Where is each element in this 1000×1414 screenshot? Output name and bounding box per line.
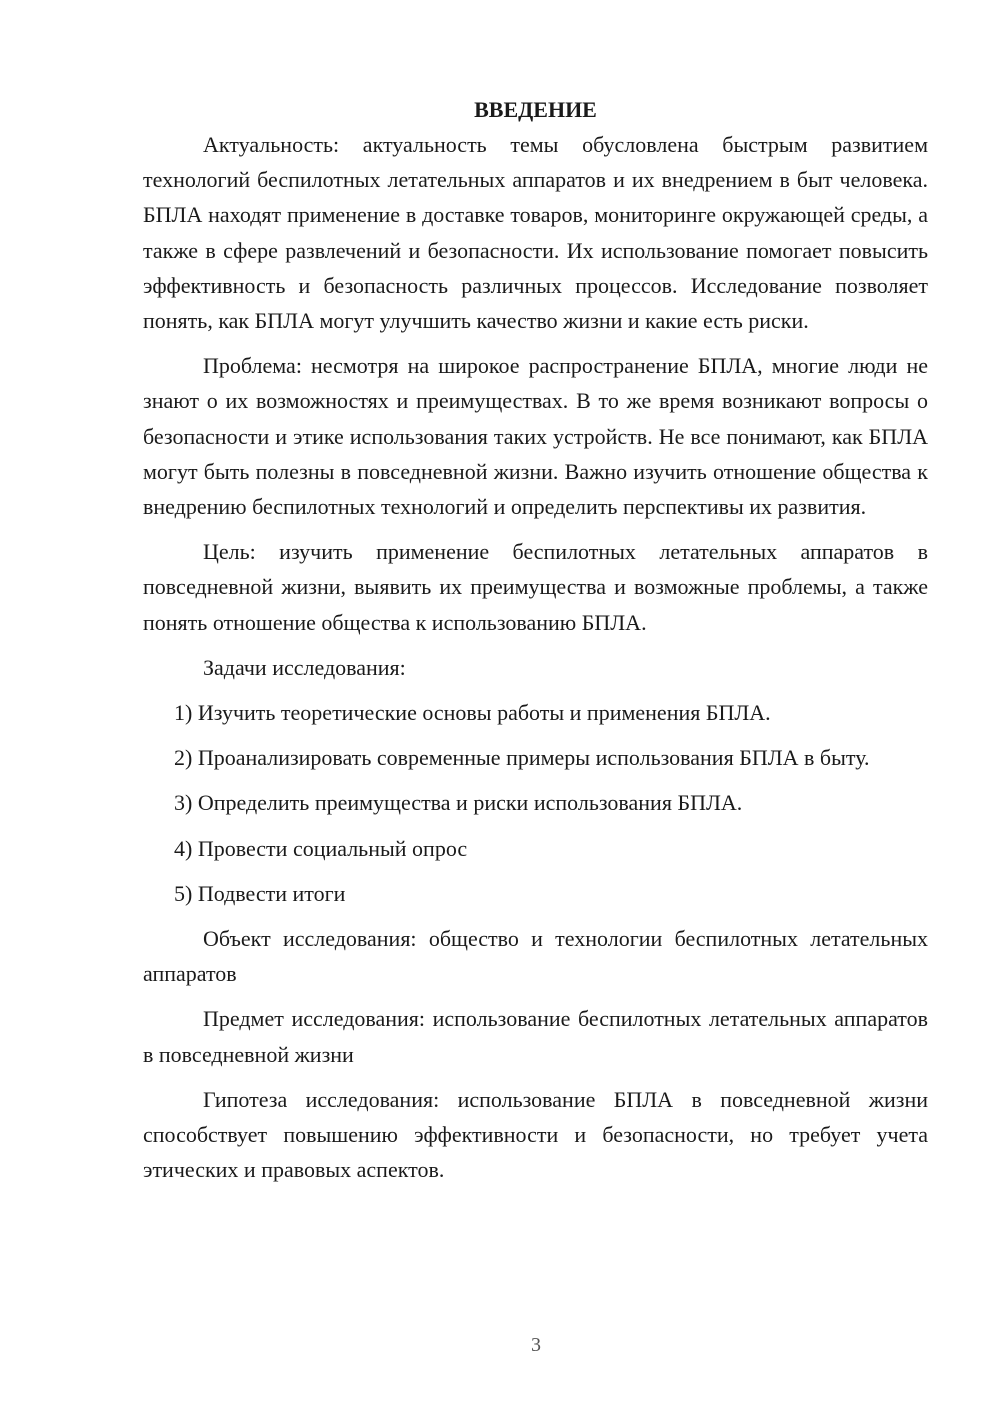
paragraph-subject: Предмет исследования: использование беспилотных летательных аппаратов в повседневной жизни	[143, 1006, 928, 1067]
paragraph-relevance: Актуальность: актуальность темы обусловлена быстрым развитием технологий беспилотных летательных аппаратов и их внедрением в быт человека. БПЛА находят применение в доставке товаров, мониторинге окружающей среды, а также в сфере развлечений и безопасности. Их использование помогает повысить эффективность и безопасность различных процессов. Исследование позволяет понять, как БПЛА могут улучшить качество жизни и какие есть риски.	[143, 132, 928, 334]
task-item-4: 4) Провести социальный опрос	[174, 835, 468, 861]
paragraph-goal: Цель: изучить применение беспилотных летательных аппаратов в повседневной жизни, выявить их преимущества и возможные проблемы, а также понять отношение общества к использованию БПЛА.	[143, 539, 928, 635]
paragraph-hypothesis: Гипотеза исследования: использование БПЛА в повседневной жизни способствует повышению эффективности и безопасности, но требует учета этических и правовых аспектов.	[143, 1086, 928, 1183]
tasks-heading: Задачи исследования:	[203, 654, 406, 680]
section-title: ВВЕДЕНИЕ	[474, 97, 597, 122]
paragraph-problem: Проблема: несмотря на широкое распространение БПЛА, многие люди не знают о их возможностях и преимуществах. В то же время возникают вопросы о безопасности и этике использования таких устройств. Не все понимают, как БПЛА могут быть полезны в повседневной жизни. Важно изучить отношение общества к внедрению беспилотных технологий и определить перспективы их развития.	[143, 353, 928, 520]
page-number: 3	[531, 1334, 541, 1356]
task-item-2: 2) Проанализировать современные примеры использования БПЛА в быту.	[174, 745, 870, 771]
document-page	[143, 92, 928, 1197]
task-item-5: 5) Подвести итоги	[174, 880, 346, 906]
task-item-3: 3) Определить преимущества и риски использования БПЛА.	[174, 790, 743, 816]
task-item-1: 1) Изучить теоретические основы работы и применения БПЛА.	[174, 700, 771, 726]
paragraph-object: Объект исследования: общество и технологии беспилотных летательных аппаратов	[143, 926, 928, 987]
